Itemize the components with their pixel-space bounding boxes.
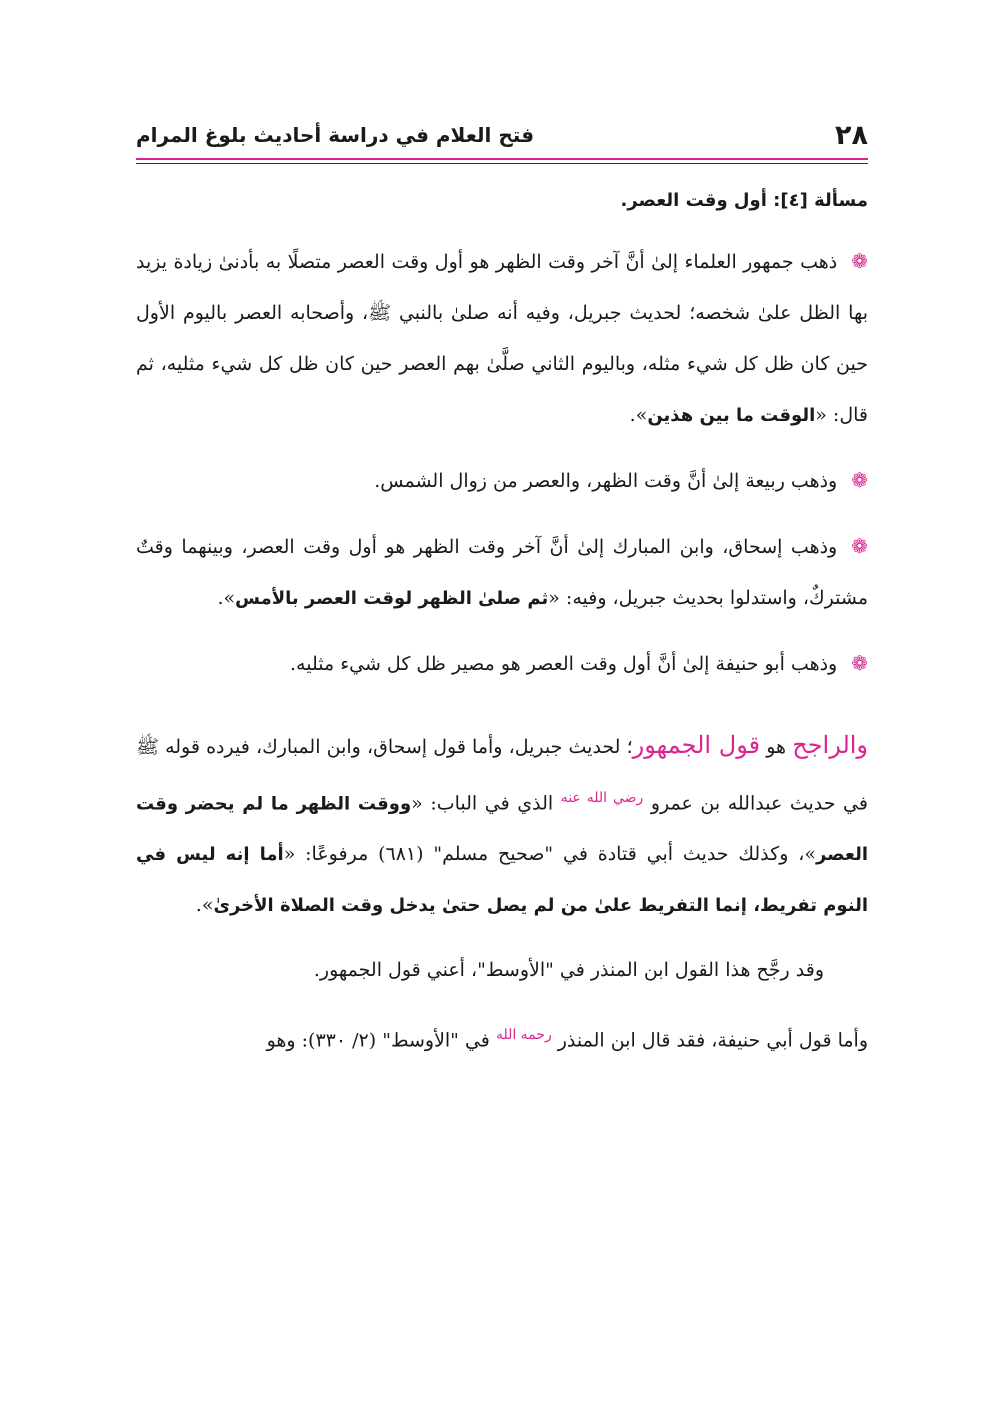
paragraph-ibn-mundhir: وقد رجَّح هذا القول ابن المنذر في "الأوسط"، أعني قول الجمهور.	[313, 959, 824, 982]
issue-title: أول وقت العصر.	[620, 190, 767, 211]
body-text	[136, 176, 868, 1067]
flower-ornament-icon: ❁	[851, 468, 868, 492]
paragraph-abu-hanifa: ❁وذهب أبو حنيفة إلىٰ أنَّ أول وقت العصر هو مصير ظل كل شيء مثليه.	[290, 651, 868, 675]
rahimahu-allah-icon: رحمه الله	[495, 1027, 552, 1044]
flower-ornament-icon: ❁	[851, 534, 868, 558]
issue-label: مسألة [٤]:	[773, 190, 868, 211]
header-rule-dark	[136, 163, 868, 164]
issue-heading	[136, 176, 868, 226]
hadith-quote: ثم صلىٰ الظهر لوقت العصر بالأمس	[235, 588, 549, 609]
qawl-jumhur-label: قول الجمهور	[632, 731, 761, 759]
paragraph-jumhur: ❁ذهب جمهور العلماء إلىٰ أنَّ آخر وقت الظهر هو أول وقت العصر متصلًا به بأدنىٰ زيادة يزيد بها الظل علىٰ شخصه؛ لحديث جبريل، وفيه أنه صلىٰ بالنبي ﷺ، وأصحابه العصر باليوم الأول حين كان ظل كل شيء مثله، وباليوم الثاني صلَّىٰ بهم العصر حين كان ظل كل شيء مثليه، ثم قال: «الوقت ما بين هذين».	[136, 249, 868, 426]
flower-ornament-icon: ❁	[851, 651, 868, 675]
hadith-quote: الوقت ما بين هذين	[647, 405, 816, 426]
radi-allah-icon: رضي الله عنه	[560, 790, 644, 806]
rajih-label: والراجح	[792, 731, 869, 759]
paragraph-rajih: والراجح هو قول الجمهور؛ لحديث جبريل، وأما قول إسحاق، وابن المبارك، فيرده قوله ﷺ في حديث عبدالله بن عمرو $^{رضي الله عنه}$ الذي في الباب: «ووقت الظهر ما لم يحضر وقت العصر»، وكذلك حديث أبي قتادة في "صحيح مسلم" (٦٨١) مرفوعًا: «أما إنه ليس في النوم تفريط، إنما التفريط علىٰ من لم يصل حتىٰ يدخل وقت الصلاة الأخرىٰ».	[136, 731, 869, 917]
header-rule-pink	[136, 158, 868, 160]
paragraph-rabia: ❁وذهب ربيعة إلىٰ أنَّ وقت الظهر، والعصر من زوال الشمس.	[374, 468, 868, 492]
hadith-quote: ووقت الظهر ما لم يحضر وقت العصر	[136, 793, 869, 866]
flower-ornament-icon: ❁	[851, 249, 868, 273]
salla-allah-icon: ﷺ	[136, 736, 159, 758]
running-header	[136, 112, 868, 158]
book-title: فتح العلام في دراسة أحاديث بلوغ المرام	[136, 123, 535, 147]
hadith-quote: أما إنه ليس في النوم تفريط، إنما التفريط علىٰ من لم يصل حتىٰ يدخل وقت الصلاة الأخرىٰ	[136, 844, 868, 917]
paragraph-abu-hanifa-reply: وأما قول أبي حنيفة، فقد قال ابن المنذر $^{رحمه الله}$ في "الأوسط" (٢/ ٣٣٠): وهو	[266, 1027, 868, 1052]
page-number: ٢٨	[835, 119, 868, 151]
paragraph-ishaq: ❁وذهب إسحاق، وابن المبارك إلىٰ أنَّ آخر وقت الظهر هو أول وقت العصر، وبينهما وقتٌ مشتركٌ، واستدلوا بحديث جبريل، وفيه: «ثم صلىٰ الظهر لوقت العصر بالأمس».	[136, 534, 868, 609]
